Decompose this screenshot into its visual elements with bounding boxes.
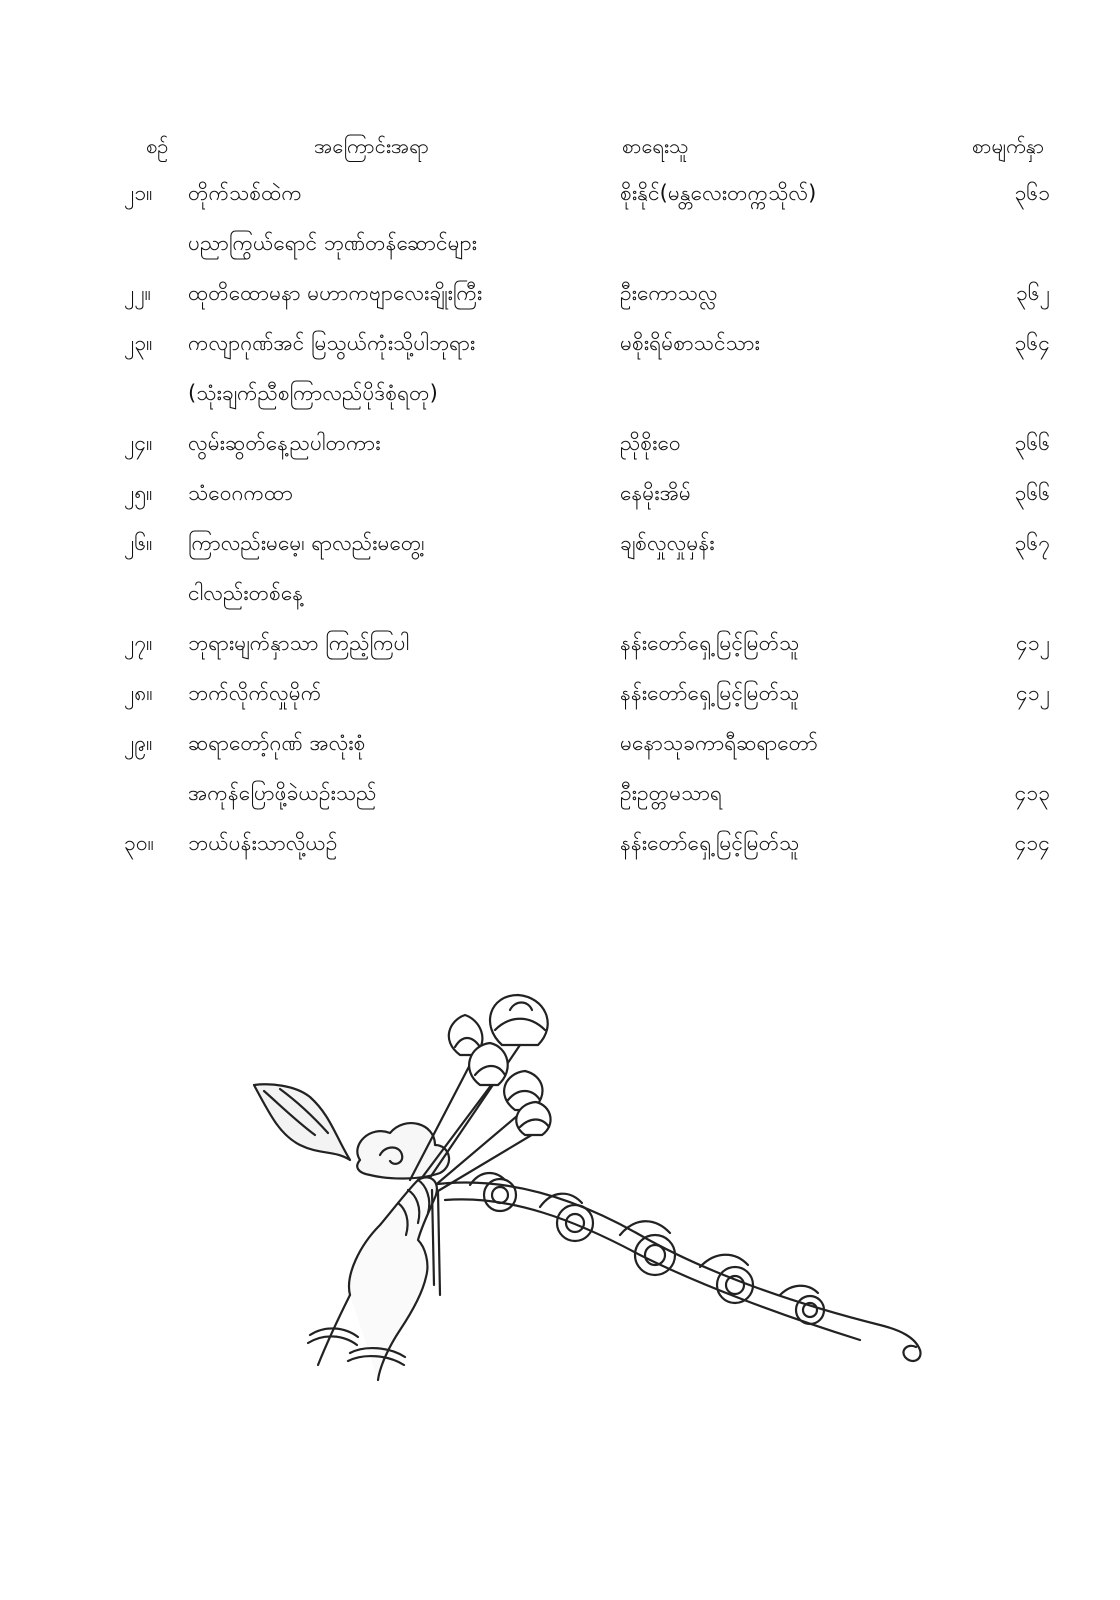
hand-holding-lotus-ornament-icon bbox=[240, 985, 940, 1405]
toc-header bbox=[0, 126, 1120, 166]
entry-number: ၂၆။ bbox=[124, 531, 153, 555]
toc-row bbox=[0, 271, 1120, 321]
entry-author: နန်းတော်ရှေ့မြင့်မြတ်သူ bbox=[620, 681, 800, 705]
entry-number: ၂၂။ bbox=[124, 281, 151, 305]
entry-title: ဆရာတော့်ဂုဏ် အလုံးစုံ bbox=[188, 731, 366, 755]
entry-title: ဘက်လိုက်လှုမိုက် bbox=[188, 681, 322, 705]
header-number: စဉ် bbox=[146, 134, 169, 158]
entry-title: ငါလည်းတစ်နေ့ bbox=[188, 581, 304, 605]
entry-number: ၂၉။ bbox=[124, 731, 153, 755]
entry-title: ဘယ်ပန်းသာလို့ယဉ် bbox=[188, 831, 338, 855]
entry-author: နေမိုးအိမ် bbox=[620, 481, 691, 505]
entry-title: အကုန်ပြောဖို့ခဲယဉ်းသည် bbox=[188, 781, 377, 805]
entry-title: ပညာကြွယ်ရောင် ဘုဏ်တန်ဆောင်များ bbox=[188, 231, 477, 255]
entry-author: ဦးဥတ္တမသာရ bbox=[620, 781, 723, 805]
entry-number: ၂၃။ bbox=[124, 331, 153, 355]
entry-title: ကြာလည်းမမေ့၊ ရာလည်းမတွေ့၊ bbox=[188, 531, 425, 555]
entry-page: ၄၁၂ bbox=[1016, 681, 1050, 705]
toc-row bbox=[0, 421, 1120, 471]
entry-page: ၃၆၆ bbox=[1014, 481, 1050, 505]
toc-row bbox=[0, 571, 1120, 621]
entry-title: သံဝေဂကထာ bbox=[188, 481, 293, 505]
entry-author: နန်းတော်ရှေ့မြင့်မြတ်သူ bbox=[620, 831, 800, 855]
entry-page: ၄၁၃ bbox=[1014, 781, 1050, 805]
toc-row bbox=[0, 721, 1120, 771]
entry-title: တိုက်သစ်ထဲက bbox=[188, 181, 302, 205]
entry-title: လွမ်းဆွတ်နေ့ညပါတကား bbox=[188, 431, 381, 455]
header-author: စာရေးသူ bbox=[622, 134, 689, 158]
entry-number: ၂၁။ bbox=[124, 181, 153, 205]
toc-table bbox=[0, 171, 1120, 871]
toc-row bbox=[0, 221, 1120, 271]
entry-author: စိုးနိုင်(မန္တလေးတက္ကသိုလ်) bbox=[620, 181, 817, 205]
entry-author: ညိုစိုးဝေ bbox=[620, 431, 681, 455]
entry-number: ၂၇။ bbox=[124, 631, 153, 655]
entry-number: ၃၀။ bbox=[124, 831, 154, 855]
entry-page: ၄၁၄ bbox=[1014, 831, 1050, 855]
header-page: စာမျက်နှာ bbox=[972, 134, 1045, 158]
entry-page: ၃၆၂ bbox=[1016, 281, 1050, 305]
entry-title: ထုတိထောမနာ မဟာကဗျာလေးချိုးကြီး bbox=[188, 281, 483, 305]
toc-row bbox=[0, 821, 1120, 871]
entry-number: ၂၈။ bbox=[124, 681, 153, 705]
header-title: အကြောင်းအရာ bbox=[314, 134, 429, 158]
entry-page: ၃၆၇ bbox=[1014, 531, 1050, 555]
entry-number: ၂၅။ bbox=[124, 481, 153, 505]
entry-author: ချစ်လှုလှုမှန်း bbox=[620, 531, 715, 555]
entry-author: မနောသုခကာရီဆရာတော် bbox=[620, 731, 818, 755]
toc-row bbox=[0, 521, 1120, 571]
entry-title: ကလျာဂုဏ်အင် မြသွယ်ကုံးသို့ပါဘုရား bbox=[188, 331, 476, 355]
entry-author: နန်းတော်ရှေ့မြင့်မြတ်သူ bbox=[620, 631, 800, 655]
entry-page: ၃၆၄ bbox=[1014, 331, 1050, 355]
toc-row bbox=[0, 771, 1120, 821]
entry-author: မစိုးရိမ်စာသင်သား bbox=[620, 331, 760, 355]
entry-author: ဦးကောသလ္လ bbox=[620, 281, 718, 305]
entry-number: ၂၄။ bbox=[124, 431, 153, 455]
entry-title: (သုံးချက်ညီစကြာလည်ပိုဒ်စုံရတု) bbox=[188, 381, 438, 405]
toc-row bbox=[0, 371, 1120, 421]
toc-row bbox=[0, 671, 1120, 721]
toc-row bbox=[0, 471, 1120, 521]
toc-row bbox=[0, 171, 1120, 221]
toc-row bbox=[0, 621, 1120, 671]
entry-title: ဘုရားမျက်နှာသာ ကြည့်ကြပါ bbox=[188, 631, 410, 655]
entry-page: ၄၁၂ bbox=[1016, 631, 1050, 655]
toc-row bbox=[0, 321, 1120, 371]
entry-page: ၃၆၆ bbox=[1014, 431, 1050, 455]
entry-page: ၃၆၁ bbox=[1014, 181, 1050, 205]
